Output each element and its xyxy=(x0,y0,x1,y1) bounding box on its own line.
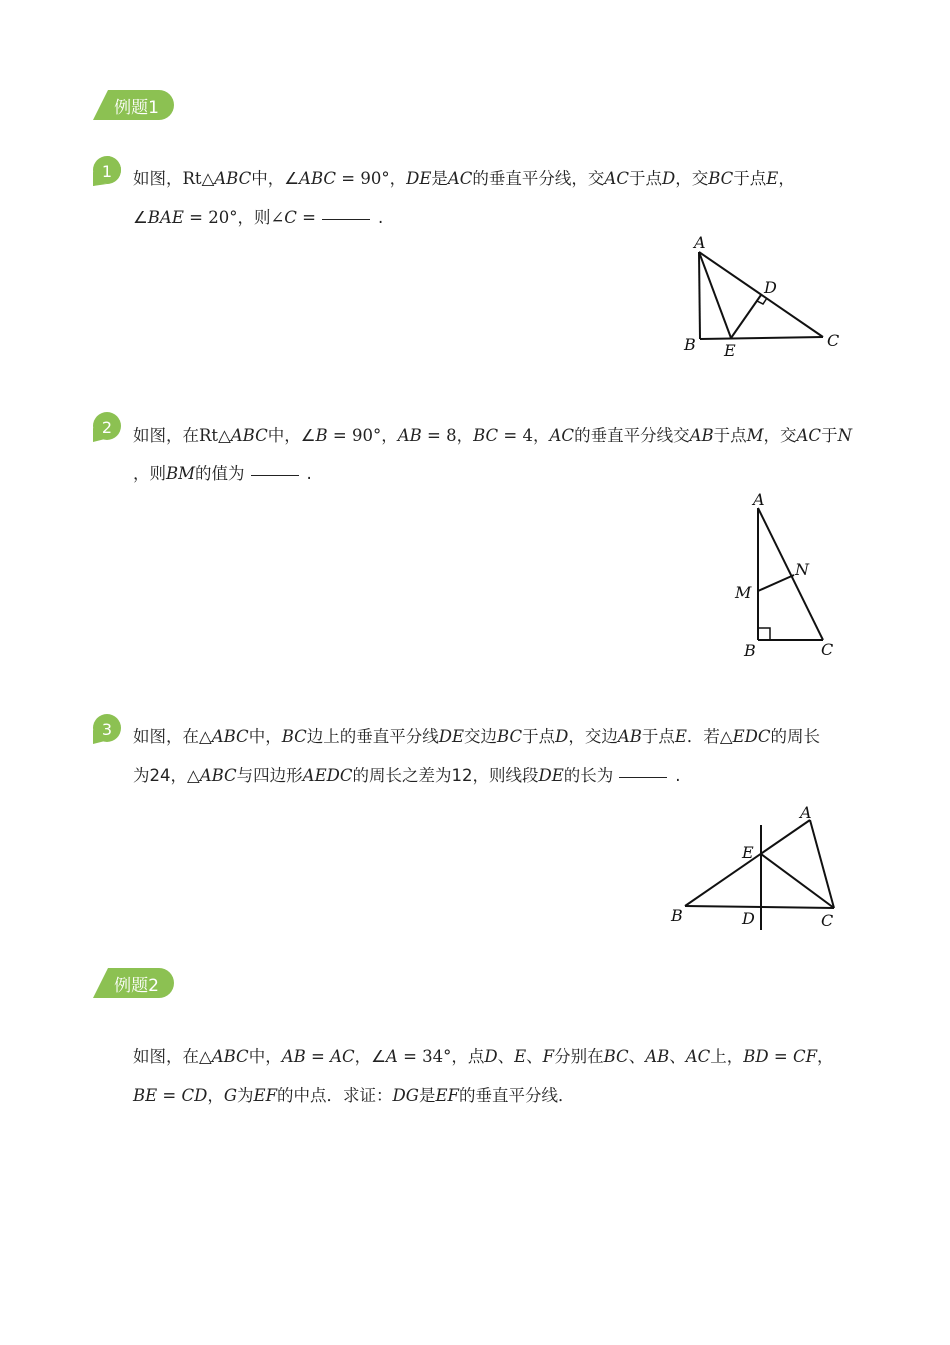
answer-blank xyxy=(322,218,370,220)
label-N: N xyxy=(795,560,809,579)
problem3-line2: 为24，△ABC与四边形AEDC的周长之差为12，则线段DE的长为 . xyxy=(133,766,681,785)
label-C: C xyxy=(827,331,840,350)
label-C: C xyxy=(821,911,834,930)
label-A: A xyxy=(753,490,765,509)
label-D: D xyxy=(764,278,777,297)
problem3-number-badge: 3 xyxy=(93,714,123,744)
example2-tag-label: 例题2 xyxy=(114,975,159,996)
problem3-figure xyxy=(665,800,850,935)
label-M: M xyxy=(735,583,752,602)
problem3-line1: 如图，在△ABC中，BC边上的垂直平分线DE交边BC于点D，交边AB于点E．若△EDC的周长 xyxy=(133,727,821,746)
label-A: A xyxy=(694,233,706,252)
label-A: A xyxy=(800,803,812,822)
label-B: B xyxy=(684,335,696,354)
example2-line1: 如图，在△ABC中，AB = AC，∠A = 34°，点D、E、F分别在BC、AB、AC上，BD = CF， xyxy=(133,1047,834,1066)
example1-tag xyxy=(93,90,174,120)
answer-blank xyxy=(251,474,299,476)
label-E: E xyxy=(724,341,736,360)
problem2-figure xyxy=(725,488,845,663)
problem1-line1: 如图，Rt△ABC中，∠ABC = 90°，DE是AC的垂直平分线，交AC于点D，交BC于点E， xyxy=(133,169,795,188)
example2-line2: BE = CD，G为EF的中点．求证：DG是EF的垂直平分线． xyxy=(133,1086,575,1105)
problem1-number-badge: 1 xyxy=(93,156,123,186)
problem2-line1: 如图，在Rt△ABC中，∠B = 90°，AB = 8，BC = 4，AC的垂直平分线交AB于点M，交AC于N xyxy=(133,426,852,445)
label-B: B xyxy=(744,641,756,660)
example1-tag-label: 例题1 xyxy=(114,97,159,118)
problem1-figure xyxy=(680,230,850,360)
label-D: D xyxy=(742,909,755,928)
problem1-line2: ∠BAE = 20°，则∠C = . xyxy=(133,208,384,227)
problem2-line2: ，则BM的值为 . xyxy=(133,464,312,483)
example2-tag xyxy=(93,968,174,998)
label-E: E xyxy=(742,843,754,862)
problem2-number-badge: 2 xyxy=(93,412,123,442)
label-B: B xyxy=(671,906,683,925)
answer-blank xyxy=(619,776,667,778)
label-C: C xyxy=(821,640,834,659)
